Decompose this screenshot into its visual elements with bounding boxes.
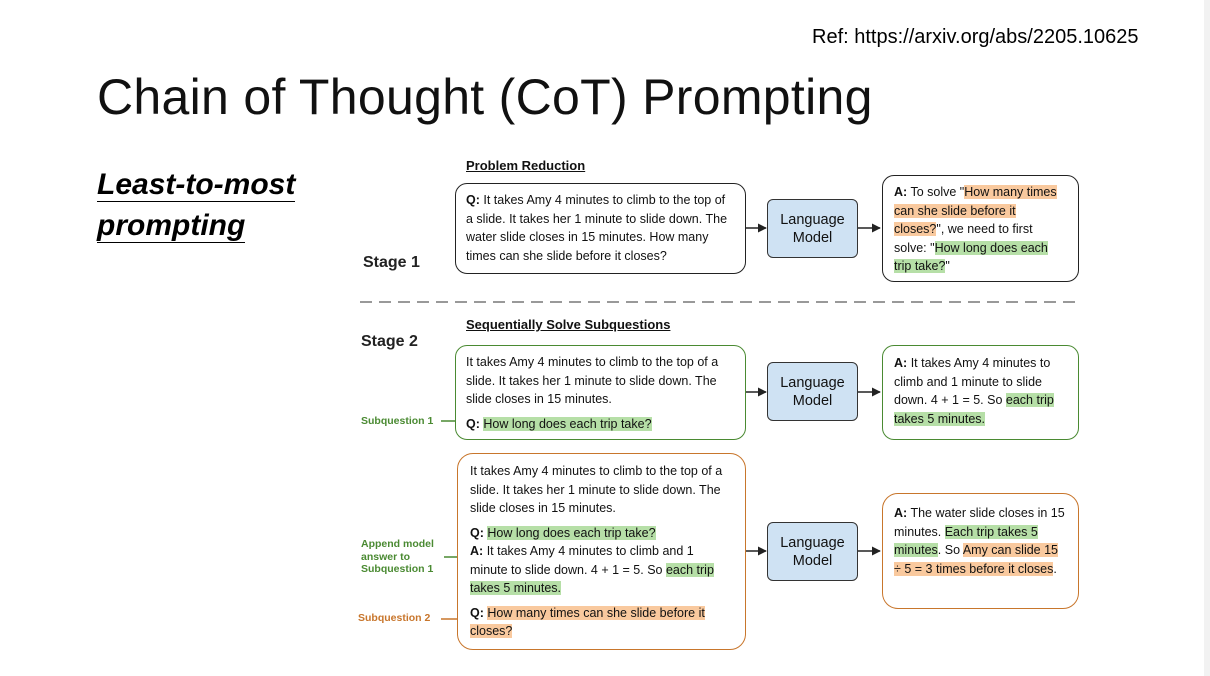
final-answer-box bbox=[882, 493, 1079, 609]
stage1-question-text: It takes Amy 4 minutes to climb to the top of a slide. It takes her 1 minute to slide down. The water slide closes in 15 minutes. How many times can she slide before it closes? bbox=[466, 193, 728, 263]
lm-label-line2: Model bbox=[792, 392, 833, 409]
lm-label-line1: Language bbox=[780, 374, 845, 391]
answer-text: ", we need to first solve: " bbox=[894, 222, 1033, 255]
a-prefix: A: bbox=[470, 544, 484, 558]
answer-text: " bbox=[945, 259, 950, 273]
subquestion2-text: How many times can she slide before it closes? bbox=[470, 605, 705, 638]
stage-2-label: Stage 2 bbox=[361, 333, 418, 350]
highlight-subquestion-2: How many times can she slide before it closes? bbox=[894, 185, 1057, 236]
label-line: Subquestion 1 bbox=[361, 563, 434, 575]
highlight-final-answer: Amy can slide 15 ÷ 5 = 3 times before it closes bbox=[894, 543, 1058, 576]
stage1-answer-box bbox=[882, 175, 1079, 282]
q-prefix: Q: bbox=[466, 193, 480, 207]
subquestion1-line bbox=[466, 415, 735, 434]
label-line: Append model bbox=[361, 538, 434, 550]
language-model-box-2 bbox=[767, 362, 858, 421]
subquestion1-label: Subquestion 1 bbox=[361, 415, 434, 427]
lm-label-line2: Model bbox=[792, 229, 833, 246]
label-line: answer to bbox=[361, 550, 411, 563]
a-prefix: A: bbox=[894, 185, 908, 199]
appended-question-text: How long does each trip take? bbox=[487, 525, 656, 540]
slide-title: Chain of Thought (CoT) Prompting bbox=[97, 69, 873, 125]
a-prefix: A: bbox=[894, 356, 908, 370]
side-title-line-1: Least-to-most bbox=[97, 168, 296, 201]
lm-label-line1: Language bbox=[780, 211, 845, 228]
answer-text: . bbox=[1053, 561, 1057, 576]
appended-answer-line bbox=[470, 542, 733, 598]
subquestion2-prompt-box bbox=[457, 453, 746, 650]
stage-1-label: Stage 1 bbox=[363, 254, 420, 271]
append-model-answer-label bbox=[361, 538, 434, 576]
reference-text: Ref: https://arxiv.org/abs/2205.10625 bbox=[812, 26, 1139, 48]
answer-text: . So bbox=[937, 543, 963, 557]
highlight-trip-time: Each trip takes 5 minutes bbox=[894, 524, 1038, 557]
language-model-box-1 bbox=[767, 199, 858, 258]
highlight-subquestion-1: How long does each trip take? bbox=[894, 240, 1048, 273]
solve-subquestions-heading: Sequentially Solve Subquestions bbox=[466, 317, 671, 332]
q-prefix: Q: bbox=[466, 416, 480, 431]
highlight-answer: each trip takes 5 minutes. bbox=[470, 562, 714, 595]
highlight-answer: each trip takes 5 minutes. bbox=[894, 393, 1054, 426]
language-model-box-3 bbox=[767, 522, 858, 581]
context-text: It takes Amy 4 minutes to climb to the top of a slide. It takes her 1 minute to slide down. The slide closes in 15 minutes. bbox=[470, 464, 723, 515]
subquestion1-answer-box bbox=[882, 345, 1079, 440]
subquestion1-text: How long does each trip take? bbox=[483, 416, 652, 431]
q-prefix: Q: bbox=[470, 605, 484, 620]
subquestion1-prompt-box bbox=[455, 345, 746, 440]
subquestion2-line bbox=[470, 604, 733, 641]
lm-label-line1: Language bbox=[780, 534, 845, 551]
stage1-question-box bbox=[455, 183, 746, 274]
answer-text: To solve " bbox=[910, 185, 965, 199]
q-prefix: Q: bbox=[470, 525, 484, 540]
problem-reduction-heading: Problem Reduction bbox=[466, 158, 586, 173]
context-text: It takes Amy 4 minutes to climb to the top of a slide. It takes her 1 minute to slide down. The slide closes in 15 minutes. bbox=[466, 355, 719, 406]
subquestion2-label: Subquestion 2 bbox=[358, 612, 431, 624]
lm-label-line2: Model bbox=[792, 552, 833, 569]
answer-text: It takes Amy 4 minutes to climb and 1 minute to slide down. 4 + 1 = 5. So bbox=[894, 356, 1051, 407]
answer-text: The water slide closes in 15 minutes. bbox=[894, 506, 1065, 539]
a-prefix: A: bbox=[894, 506, 908, 520]
answer-text: It takes Amy 4 minutes to climb and 1 minute to slide down. 4 + 1 = 5. So bbox=[470, 544, 694, 577]
appended-question-line bbox=[470, 524, 733, 543]
side-title-line-2: prompting bbox=[97, 209, 246, 242]
